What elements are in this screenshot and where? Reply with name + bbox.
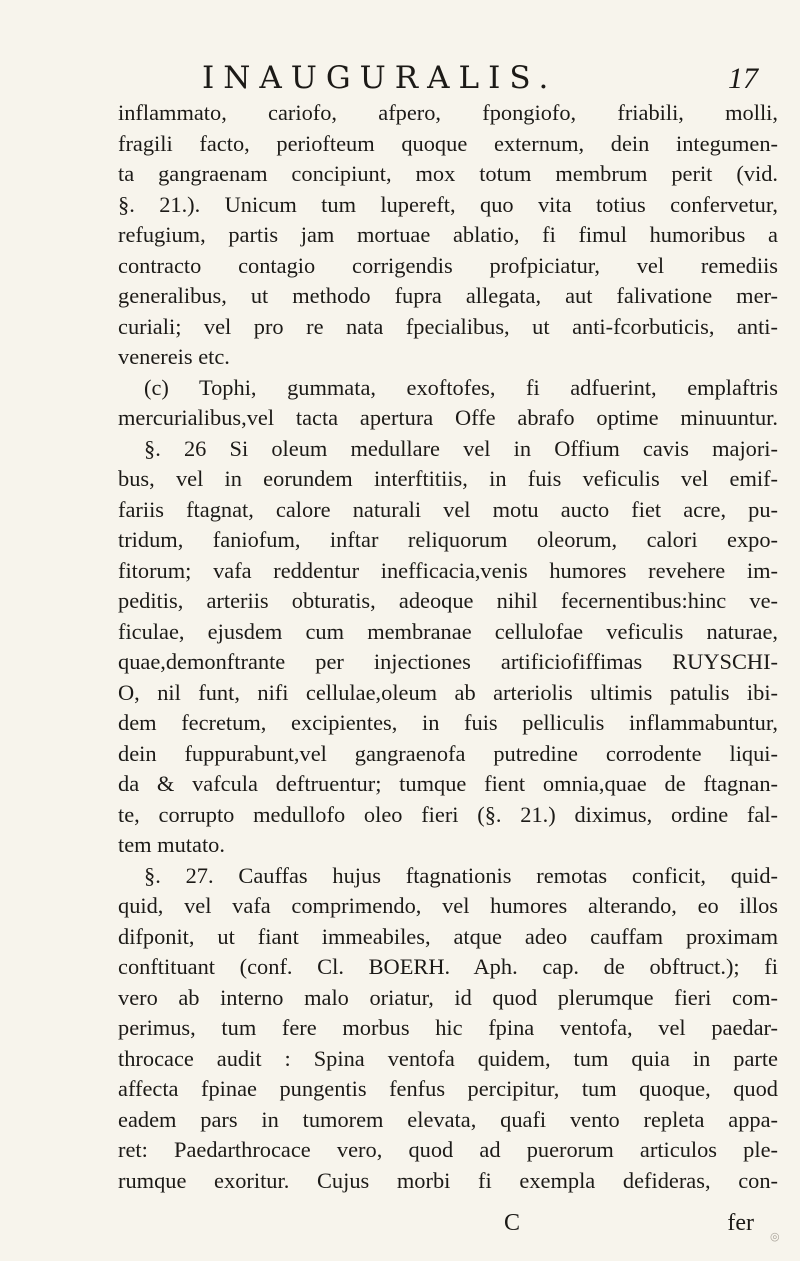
text-line: tem mutato.: [118, 832, 225, 857]
text-line: eadem pars in tumorem elevata, quafi vento repleta appa-: [118, 1106, 778, 1132]
text-line: ret: Paedarthrocace vero, quod ad puerorum articulos ple-: [118, 1137, 778, 1162]
text-line: te, corrupto medullofo oleo fieri (§. 21.) diximus, ordine fal-: [118, 801, 778, 827]
text-line: conftituant (conf. Cl. BOERH. Aph. cap. de obftruct.); fi: [118, 954, 778, 979]
signature-mark: C: [504, 1210, 521, 1236]
page-footer: [118, 1210, 778, 1242]
text-line: peditis, arteriis obturatis, adeoque nihil fecernentibus:hinc ve-: [118, 588, 778, 613]
text-line: §. 27. Cauffas hujus ftagnationis remotas conficit, quid-: [144, 862, 778, 888]
text-line: inflammato, cariofo, afpero, fpongiofo, friabili, molli,: [118, 100, 778, 125]
text-line: rumque exoritur. Cujus morbi fi exempla defideras, con-: [118, 1167, 778, 1193]
text-line: curiali; vel pro re nata fpecialibus, ut anti-fcorbuticis, anti-: [118, 313, 778, 339]
text-line: §. 21.). Unicum tum lupereft, quo vita totius confervetur,: [118, 191, 778, 217]
text-line: refugium, partis jam mortuae ablatio, fi fimul humoribus a: [118, 222, 778, 247]
text-line: (c) Tophi, gummata, exoftofes, fi adfuerint, emplaftris: [144, 374, 778, 400]
text-line: contracto contagio corrigendis profpiciatur, vel remediis: [118, 252, 778, 278]
text-line: throcace audit : Spina ventofa quidem, tum quia in parte: [118, 1045, 778, 1071]
text-line: O, nil funt, nifi cellulae,oleum ab arteriolis ultimis patulis ibi-: [118, 679, 778, 705]
text-line: dem fecretum, excipientes, in fuis pelliculis inflammabuntur,: [118, 710, 778, 735]
text-line: dein fuppurabunt,vel gangraenofa putredine corrodente liqui-: [118, 740, 778, 766]
text-line: §. 26 Si oleum medullare vel in Offium cavis majori-: [144, 435, 778, 461]
text-line: da & vafcula deftruentur; tumque fient omnia,quae de ftagnan-: [118, 771, 778, 796]
text-line: bus, vel in eorundem interftitiis, in fuis veficulis vel emif-: [118, 466, 778, 491]
text-line: venereis etc.: [118, 344, 230, 369]
running-head: INAUGURALIS.: [202, 60, 558, 96]
text-line: ficulae, ejusdem cum membranae cellulofae veficulis naturae,: [118, 618, 778, 644]
text-line: quae,demonftrante per injectiones artificiofiffimas RUYSCHI-: [118, 649, 778, 674]
text-line: fragili facto, periofteum quoque externum, dein integumen-: [118, 130, 778, 156]
text-line: quid, vel vafa comprimendo, vel humores alterando, eo illos: [118, 893, 778, 918]
text-line: vero ab interno malo oriatur, id quod plerumque fieri com-: [118, 984, 778, 1010]
text-line: perimus, tum fere morbus hic fpina ventofa, vel paedar-: [118, 1015, 778, 1040]
scan-mark-icon: ◎: [770, 1230, 780, 1243]
text-line: ta gangraenam concipiunt, mox totum membrum perit (vid.: [118, 161, 778, 186]
body-text: [118, 98, 778, 1196]
text-line: tridum, faniofum, inftar reliquorum oleorum, calori expo-: [118, 527, 778, 552]
page-number: 17: [728, 62, 758, 95]
text-line: difponit, ut fiant immeabiles, atque adeo cauffam proximam: [118, 923, 778, 949]
text-line: fitorum; vafa reddentur inefficacia,venis humores revehere im-: [118, 557, 778, 583]
page-header: [160, 60, 758, 100]
text-line: fariis ftagnat, calore naturali vel motu aucto fiet acre, pu-: [118, 496, 778, 522]
catchword: fer: [727, 1210, 754, 1236]
text-line: mercurialibus,vel tacta apertura Offe abrafo optime minuuntur.: [118, 405, 778, 430]
text-line: generalibus, ut methodo fupra allegata, aut falivatione mer-: [118, 283, 778, 308]
text-line: affecta fpinae pungentis fenfus percipitur, tum quoque, quod: [118, 1076, 778, 1101]
